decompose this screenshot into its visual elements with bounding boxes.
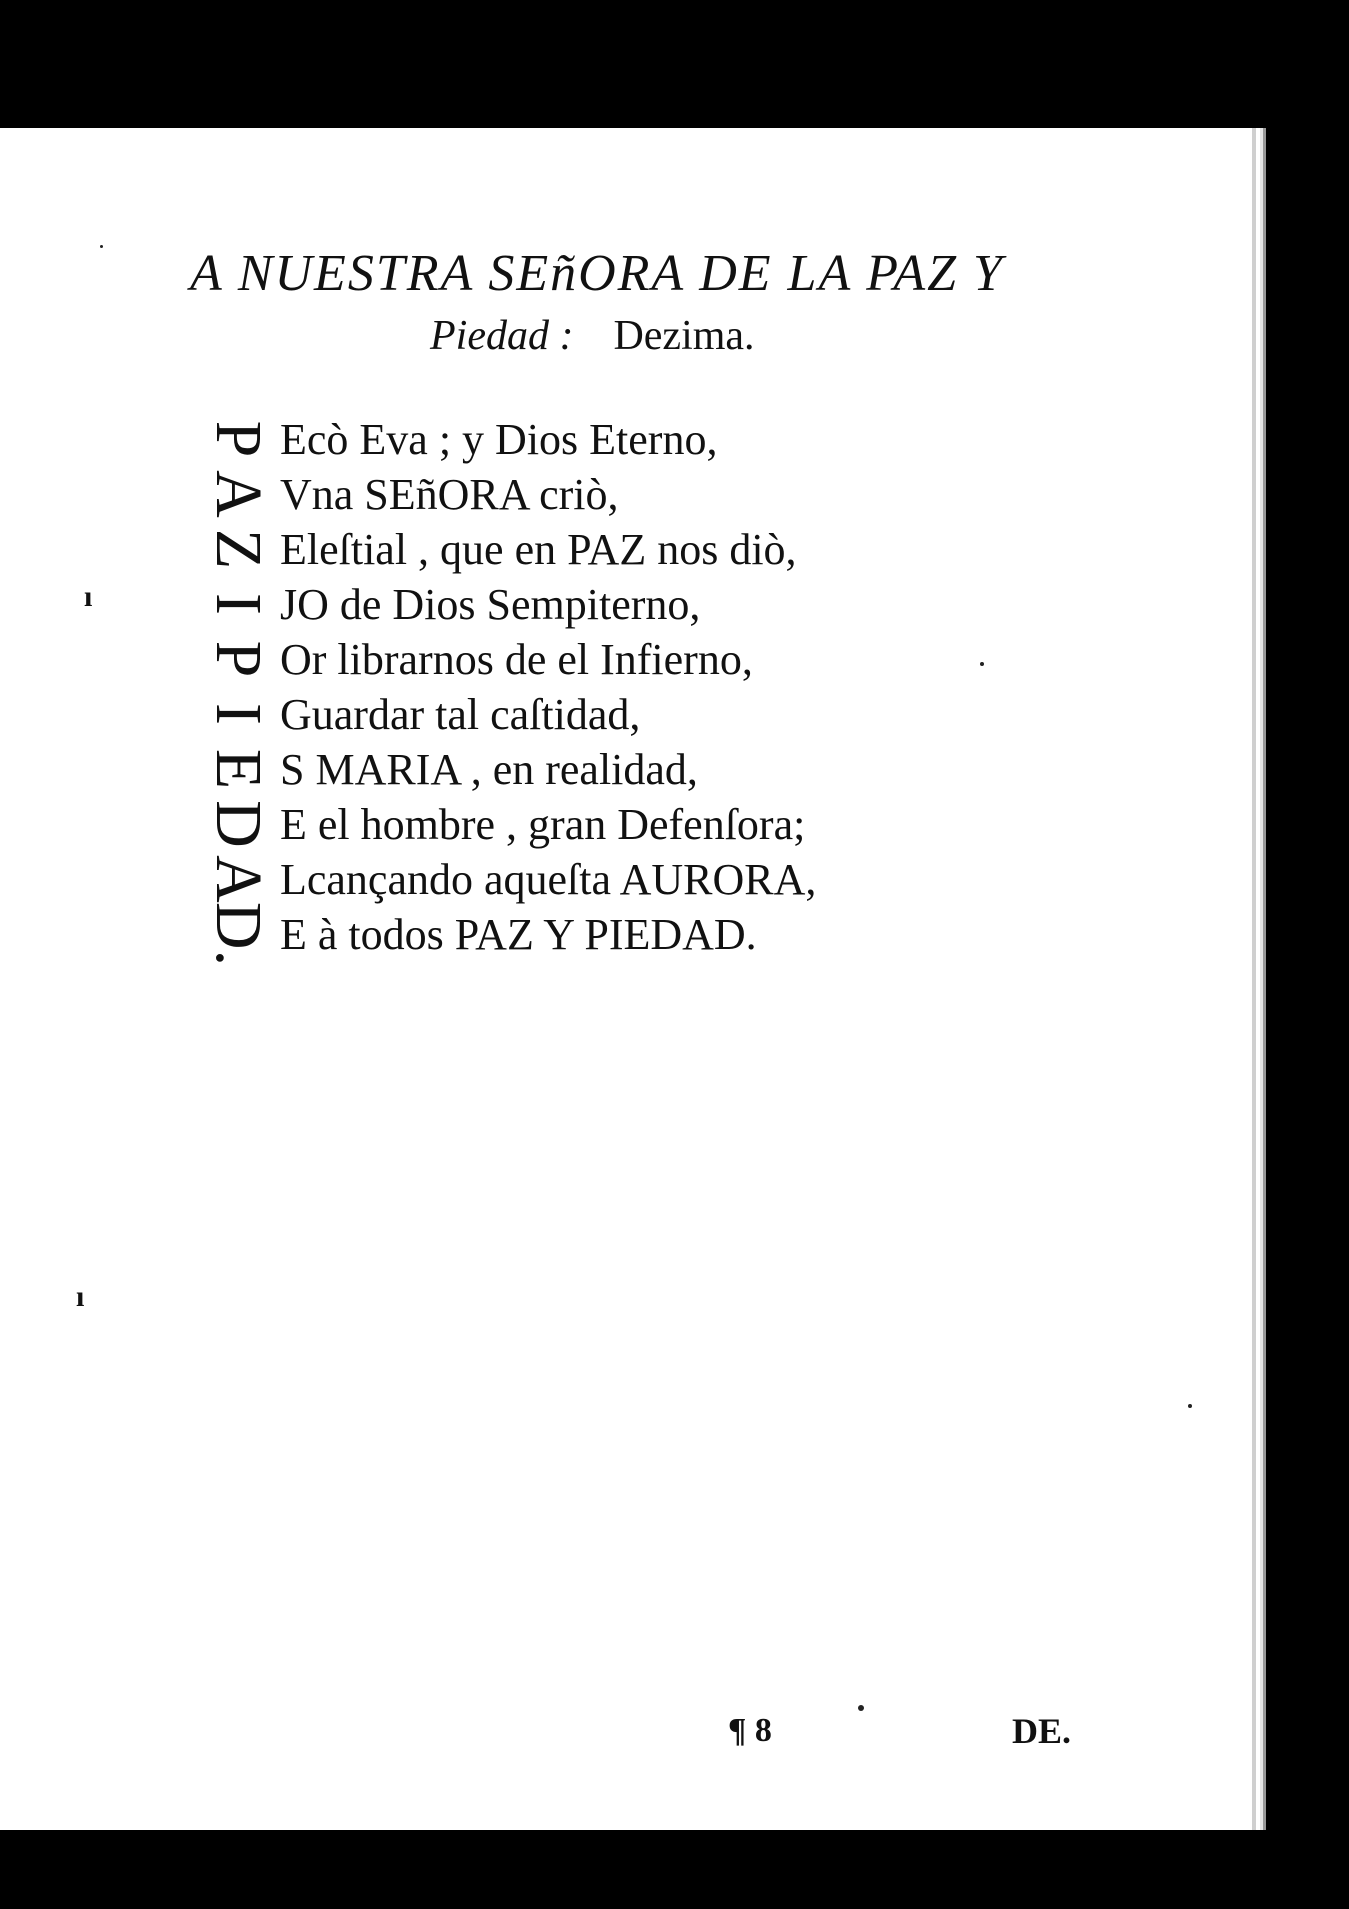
subtitle-roman: Dezima.	[613, 313, 755, 359]
verse-line: Ecò Eva ; y Dios Eterno,	[280, 415, 718, 464]
acrostic-letter: I	[202, 703, 275, 725]
ink-speck	[1188, 1404, 1192, 1408]
margin-speck: ı	[84, 580, 93, 613]
verse-line: S MARIA , en realidad,	[280, 745, 698, 794]
catchword: DE.	[1012, 1711, 1072, 1751]
acrostic-letter: P	[202, 640, 275, 678]
verse-line: JO de Dios Sempiterno,	[280, 580, 701, 629]
verse-line: E el hombre , gran Defenſora;	[280, 800, 806, 849]
verse-block	[280, 412, 980, 962]
signature-mark: ¶ 8	[728, 1712, 772, 1749]
verse-line: Lcançando aqueſta AURORA,	[280, 855, 817, 904]
verse-line: Vna SEñORA criò,	[280, 470, 619, 519]
poem-subtitle	[430, 312, 930, 360]
acrostic-letter: P	[202, 420, 275, 458]
acrostic-letter: D.	[202, 901, 275, 967]
book-page	[0, 128, 1266, 1830]
acrostic-column	[198, 412, 278, 992]
verse-line: Eleſtial , que en PAZ nos diò,	[280, 525, 797, 574]
verse-line: Guardar tal caſtidad,	[280, 690, 641, 739]
acrostic-letter: E	[202, 748, 275, 790]
ink-speck	[100, 245, 103, 248]
acrostic-letter: D	[202, 800, 275, 848]
verse-line: E à todos PAZ Y PIEDAD.	[280, 910, 757, 959]
margin-speck: ı	[76, 1280, 85, 1313]
ink-speck	[980, 662, 984, 666]
acrostic-letter: Z	[202, 528, 275, 570]
acrostic-letter: A	[202, 470, 275, 518]
subtitle-italic: Piedad :	[430, 313, 574, 359]
page-edge	[1263, 128, 1266, 1830]
poem-title: A NUESTRA SEñORA DE LA PAZ Y	[190, 245, 1004, 302]
ink-speck	[858, 1705, 864, 1711]
verse-line: Or librarnos de el Infierno,	[280, 635, 753, 684]
acrostic-letter: I	[202, 593, 275, 615]
acrostic-letter: A	[202, 855, 275, 903]
